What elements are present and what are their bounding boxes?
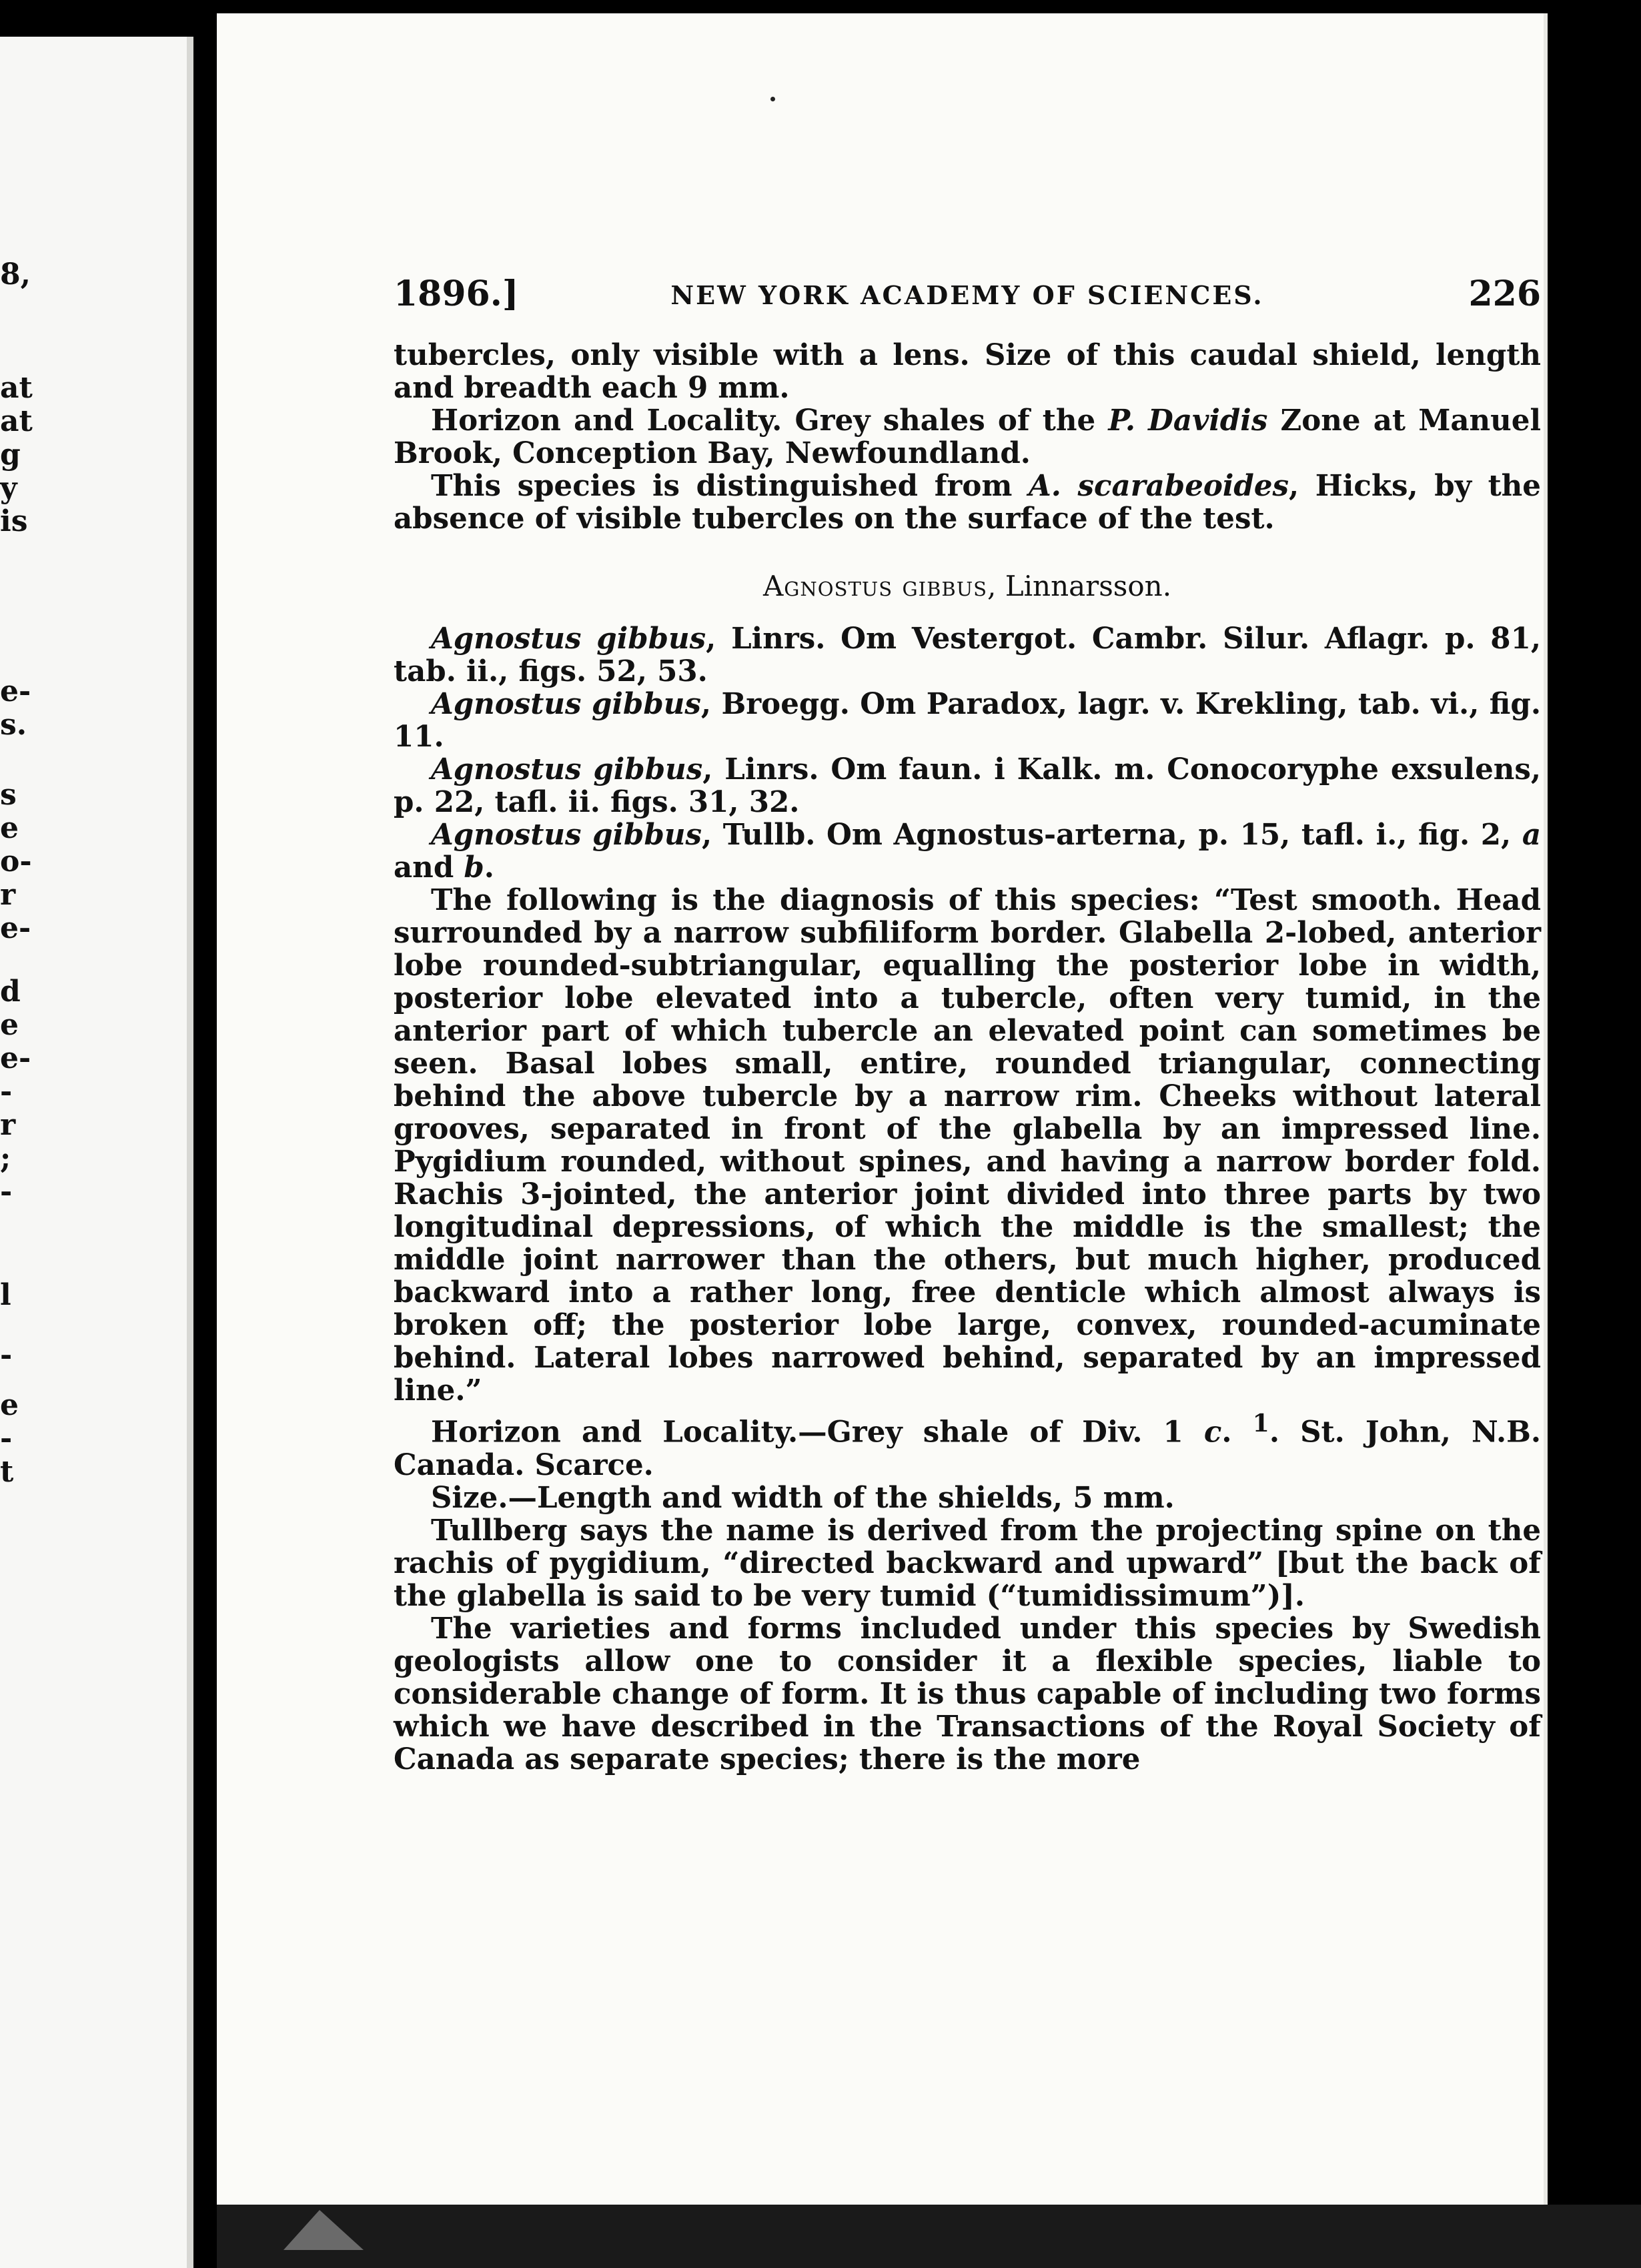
left-fragment: s.: [0, 708, 27, 742]
left-fragment: e: [0, 1388, 19, 1422]
text-run: , Linrs. Om Vestergot. Cambr. Silur. Aflagr. p. 81, tab. ii., figs. 52, 53.: [394, 622, 1541, 688]
synonym-entry: [394, 753, 1541, 818]
left-fragment: d: [0, 975, 21, 1009]
text-run: , Linrs. Om faun. i Kalk. m. Conocoryphe exsulens, p. 22, tafl. ii. figs. 31, 32.: [394, 752, 1542, 819]
left-fragment: 8,: [0, 257, 31, 292]
italic-run: P. Davidis: [1108, 404, 1268, 438]
left-fragment: at: [0, 404, 33, 438]
left-fragment: is: [0, 504, 28, 538]
italic-run: b: [464, 851, 484, 885]
left-fragment: y: [0, 471, 17, 505]
diagnosis-paragraph: The following is the diagnosis of this species: “Test smooth. Head surrounded by a narrow subfiliform border. Glabella 2-lobed, anterior lobe rounded-subtriangular, equalling the posterior lobe in width, posterior lobe elevated into a tubercle, often very tumid, in the anterior part of which tubercle an elevated point can sometimes be seen. Basal lobes small, entire, rounded triangular, connecting behind the above tubercle by a narrow rim. Cheeks without lateral grooves, separated in front of the glabella by an impressed line. Pygidium rounded, without spines, and having a narrow border fold. Rachis 3-jointed, the anterior joint divided into three parts by two longitudinal depressions, of which the middle is the smallest; the middle joint narrower than the others, but much higher, produced backward into a rather long, free denticle which almost always is broken off; the posterior lobe large, convex, rounded-acuminate behind. Lateral lobes narrowed behind, separated by an impressed line.”: [394, 883, 1541, 1407]
text-run: , Broegg. Om Paradox, lagr. v. Krekling, tab. vi., fig. 11.: [394, 687, 1541, 754]
left-fragment: r: [0, 878, 16, 912]
page: [217, 13, 1548, 2268]
text-run: This species is distinguished from: [431, 469, 1029, 503]
print-speck: [770, 97, 775, 101]
superscript: 1: [1252, 1409, 1269, 1438]
synonym-entry: [394, 622, 1541, 688]
left-fragment: e-: [0, 911, 31, 945]
left-page-fragment: [0, 37, 193, 2268]
left-fragment: g: [0, 438, 21, 472]
left-fragment: -: [0, 1075, 13, 1109]
paragraph: Tullberg says the name is derived from the projecting spine on the rachis of pygidium, “directed backward and upward” [but the back of the glabella is said to be very tumid (“tumidissimum”)].: [394, 1513, 1541, 1613]
italic-run: c: [1203, 1415, 1222, 1450]
species-name: Agnostus gibbus: [762, 570, 988, 602]
paragraph: [394, 470, 1541, 535]
left-fragment: e: [0, 1008, 19, 1042]
section-heading: [394, 570, 1541, 602]
left-fragment: -: [0, 1338, 13, 1372]
header-year: 1896.]: [394, 273, 519, 314]
paragraph: [394, 1407, 1541, 1482]
italic-run: Agnostus gibbus: [431, 818, 702, 852]
text-run: . St. John, N.B. Canada. Scarce.: [394, 1415, 1542, 1482]
scan-bottom-edge: [217, 2205, 1641, 2268]
paragraph: Size.—Length and width of the shields, 5 mm.: [431, 1480, 1175, 1515]
species-author: , Linnarsson.: [987, 570, 1172, 602]
text-run: and: [394, 851, 464, 885]
paragraph: [394, 404, 1541, 470]
italic-run: a: [1522, 818, 1541, 852]
italic-run: A. scarabeoides: [1029, 469, 1289, 503]
synonym-entry: [394, 818, 1541, 884]
header-title: NEW YORK ACADEMY OF SCIENCES.: [670, 280, 1264, 310]
left-fragment: e-: [0, 1041, 31, 1075]
left-fragment: l: [0, 1278, 11, 1312]
left-fragment: e-: [0, 674, 31, 708]
text-run: .: [1221, 1415, 1253, 1450]
left-fragment: e: [0, 811, 19, 845]
left-fragment: ;: [0, 1141, 11, 1175]
text-run: Horizon and Locality. Grey shales of the: [431, 404, 1109, 438]
text-run: .: [484, 851, 494, 885]
left-fragment: r: [0, 1108, 16, 1142]
text-run: , Hicks, by the absence of visible tubercles on the surface of the test.: [394, 469, 1541, 536]
page-number: 226: [1468, 273, 1541, 314]
left-fragment: -: [0, 1175, 13, 1209]
text-run: Horizon and Locality.—Grey shale of Div. 1: [431, 1415, 1204, 1450]
left-fragment: t: [0, 1455, 14, 1489]
page-edge: [1544, 13, 1548, 2268]
italic-run: Agnostus gibbus: [431, 622, 706, 656]
text-run: Zone at Manuel Brook, Conception Bay, Newfoundland.: [394, 404, 1541, 470]
italic-run: Agnostus gibbus: [431, 752, 703, 786]
body-text: [394, 339, 1541, 1776]
synonym-entry: [394, 688, 1541, 753]
cover-ornament: [284, 2210, 364, 2250]
left-fragment: at: [0, 371, 33, 405]
gutter-edge: [187, 37, 193, 2268]
paragraph: tubercles, only visible with a lens. Size of this caudal shield, length and breadth each 9 mm.: [394, 338, 1541, 405]
left-fragment: o-: [0, 844, 32, 879]
italic-run: Agnostus gibbus: [431, 687, 701, 721]
left-fragment: -: [0, 1422, 13, 1456]
running-header: [394, 267, 1541, 320]
paragraph: The varieties and forms included under this species by Swedish geologists allow one to consider it a flexible species, liable to considerable change of form. It is thus capable of including two forms which we have described in the Transactions of the Royal Society of Canada as separate species; there is the more: [394, 1611, 1541, 1776]
book-spine: [193, 0, 220, 2268]
left-fragment: s: [0, 778, 17, 812]
text-run: , Tullb. Om Agnostus-arterna, p. 15, tafl. i., fig. 2,: [702, 818, 1522, 852]
